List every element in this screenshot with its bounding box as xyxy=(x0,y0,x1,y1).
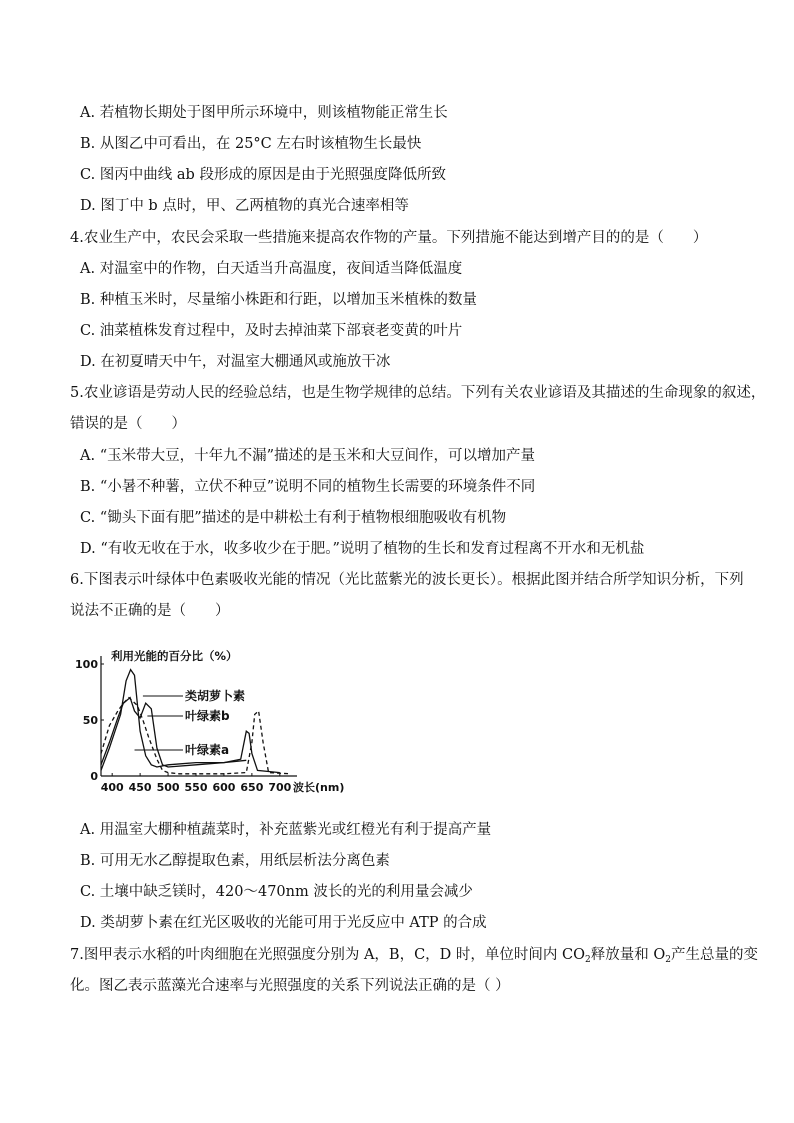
x-axis-title: 波长(nm) xyxy=(293,781,345,794)
legend-label-1: 叶绿素b xyxy=(185,709,230,723)
q5-stem-line1: 5.农业谚语是劳动人民的经验总结，也是生物学规律的总结。下列有关农业谚语及其描述的生命现象的叙述， xyxy=(70,385,766,401)
x-tick-label: 550 xyxy=(184,781,208,794)
q5-option-d: D. “有收无收在于水，收多收少在于肥。”说明了植物的生长和发育过程离不开水和无机盐 xyxy=(80,541,645,557)
q7-stem-text-c: 产生总量的变 xyxy=(670,947,758,963)
q7-stem-text-a: 7.图甲表示水稻的叶肉细胞在光照强度分别为 A，B，C，D 时，单位时间内 CO xyxy=(70,947,585,963)
q7-stem-line1 xyxy=(70,945,758,965)
q5-option-a: A. “玉米带大豆，十年九不漏”描述的是玉米和大豆间作，可以增加产量 xyxy=(80,448,536,464)
q6-option-d: D. 类胡萝卜素在红光区吸收的光能可用于光反应中 ATP 的合成 xyxy=(80,915,487,931)
q7-stem-text-b: 释放量和 O xyxy=(590,947,666,963)
x-tick-label: 450 xyxy=(128,781,152,794)
x-tick-label: 500 xyxy=(156,781,180,794)
q3-option-a: A. 若植物长期处于图甲所示环境中，则该植物能正常生长 xyxy=(80,105,448,121)
q4-option-a: A. 对温室中的作物，白天适当升高温度，夜间适当降低温度 xyxy=(80,261,463,277)
q4-option-d: D. 在初夏晴天中午，对温室大棚通风或施放干冰 xyxy=(80,354,391,370)
q5-option-b: B. “小暑不种薯，立伏不种豆”说明不同的植物生长需要的环境条件不同 xyxy=(80,479,536,495)
x-tick-label: 700 xyxy=(268,781,292,794)
q3-option-c: C. 图丙中曲线 ab 段形成的原因是由于光照强度降低所致 xyxy=(80,167,446,183)
x-tick-label: 600 xyxy=(212,781,236,794)
q6-option-c: C. 土壤中缺乏镁时，420～470nm 波长的光的利用量会减少 xyxy=(80,884,473,900)
q4-stem: 4.农业生产中，农民会采取一些措施来提高农作物的产量。下列措施不能达到增产目的的是（ ） xyxy=(70,230,708,246)
legend-label-2: 叶绿素a xyxy=(185,743,230,757)
q3-option-b: B. 从图乙中可看出，在 25°C 左右时该植物生长最快 xyxy=(80,136,422,152)
x-tick-label: 400 xyxy=(100,781,124,794)
y-axis-title: 利用光能的百分比（%） xyxy=(111,649,238,663)
q3-option-d: D. 图丁中 b 点时，甲、乙两植物的真光合速率相等 xyxy=(80,198,409,214)
y-tick-label: 50 xyxy=(82,714,98,727)
q4-option-c: C. 油菜植株发育过程中，及时去掉油菜下部衰老变黄的叶片 xyxy=(80,323,463,339)
q7-co2-subscript: 2 xyxy=(585,955,591,965)
y-tick-label: 100 xyxy=(75,658,98,671)
q6-stem-line2: 说法不正确的是（ ） xyxy=(70,603,230,619)
legend-label-0: 类胡萝卜素 xyxy=(185,689,246,703)
y-tick-label: 0 xyxy=(90,770,98,783)
q6-option-b: B. 可用无水乙醇提取色素，用纸层析法分离色素 xyxy=(80,853,390,869)
q6-stem-line1: 6.下图表示叶绿体中色素吸收光能的情况（光比蓝紫光的波长更长）。根据此图并结合所学知识分析，下列 xyxy=(70,572,744,588)
x-tick-label: 650 xyxy=(240,781,264,794)
q7-stem-line2: 化。图乙表示蓝藻光合速率与光照强度的关系下列说法正确的是（ ） xyxy=(70,978,510,994)
q5-option-c: C. “锄头下面有肥”描述的是中耕松土有利于植物根细胞吸收有机物 xyxy=(80,510,507,526)
q5-stem-line2: 错误的是（ ） xyxy=(70,416,186,432)
q7-o2-subscript: 2 xyxy=(665,955,671,965)
pigment-absorption-chart xyxy=(75,642,355,802)
q4-option-b: B. 种植玉米时，尽量缩小株距和行距，以增加玉米植株的数量 xyxy=(80,292,477,308)
q6-option-a: A. 用温室大棚种植蔬菜时，补充蓝紫光或红橙光有利于提高产量 xyxy=(80,822,492,838)
